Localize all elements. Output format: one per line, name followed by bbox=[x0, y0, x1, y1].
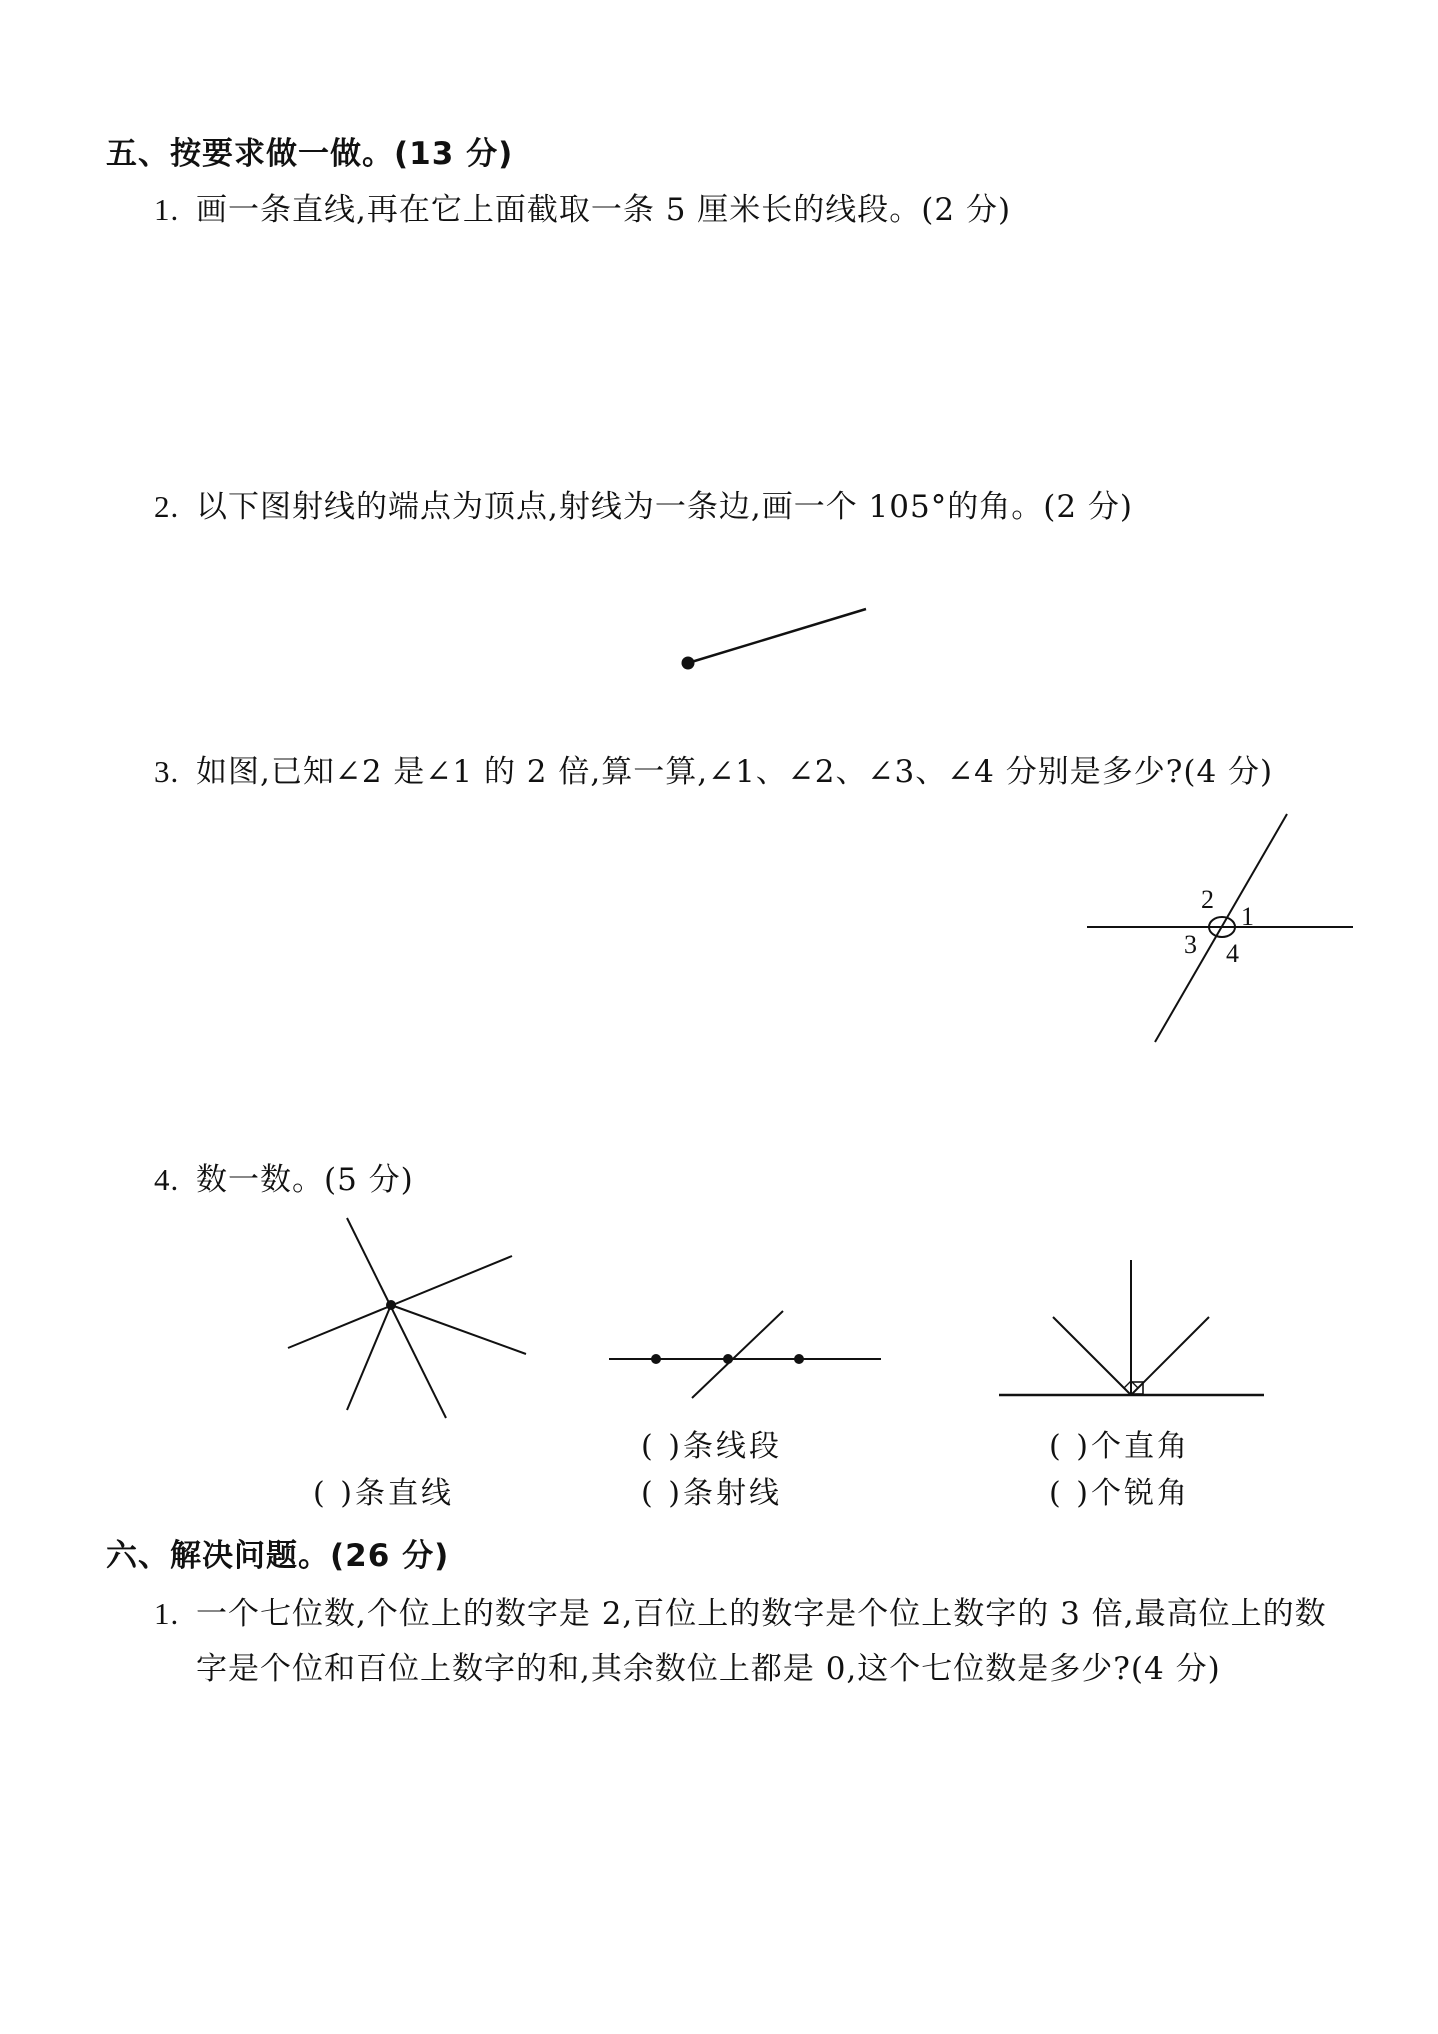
section-6-question-1-line-2: 字是个位和百位上数字的和,其余数位上都是 0,这个七位数是多少?(4 分) bbox=[196, 1651, 1221, 1687]
angle-label-1: 1 bbox=[1241, 902, 1254, 931]
question-2-number: 2. bbox=[154, 489, 180, 524]
question-4-text: 数一数。(5 分) bbox=[196, 1162, 414, 1198]
blank-line-segments: ( )条线段 bbox=[641, 1429, 782, 1464]
question-4-number: 4. bbox=[154, 1162, 180, 1197]
question-1-number: 1. bbox=[154, 192, 180, 227]
blank-straight-lines: ( )条直线 bbox=[313, 1476, 454, 1511]
left-diagonal bbox=[1053, 1317, 1131, 1395]
blank-acute-angles: ( )个锐角 bbox=[1049, 1476, 1190, 1511]
angle-label-2: 2 bbox=[1201, 885, 1214, 914]
section-6-question-1-line-1: 一个七位数,个位上的数字是 2,百位上的数字是个位上数字的 3 倍,最高位上的数 bbox=[196, 1596, 1327, 1632]
question-3-text: 如图,已知∠2 是∠1 的 2 倍,算一算,∠1、∠2、∠3、∠4 分别是多少?(4 分) bbox=[196, 754, 1274, 790]
blank-right-angles: ( )个直角 bbox=[1049, 1429, 1190, 1464]
question-3-number: 3. bbox=[154, 754, 180, 789]
question-2-text: 以下图射线的端点为顶点,射线为一条边,画一个 105°的角。(2 分) bbox=[196, 489, 1133, 525]
section-6-question-1-number: 1. bbox=[154, 1596, 180, 1631]
blank-rays: ( )条射线 bbox=[641, 1476, 782, 1511]
question-1-text: 画一条直线,再在它上面截取一条 5 厘米长的线段。(2 分) bbox=[196, 192, 1012, 228]
angle-label-3: 3 bbox=[1184, 930, 1197, 959]
section-6-heading: 六、解决问题。(26 分) bbox=[106, 1538, 450, 1574]
angle-label-4: 4 bbox=[1226, 939, 1239, 968]
section-5-heading: 五、按要求做一做。(13 分) bbox=[106, 136, 514, 172]
